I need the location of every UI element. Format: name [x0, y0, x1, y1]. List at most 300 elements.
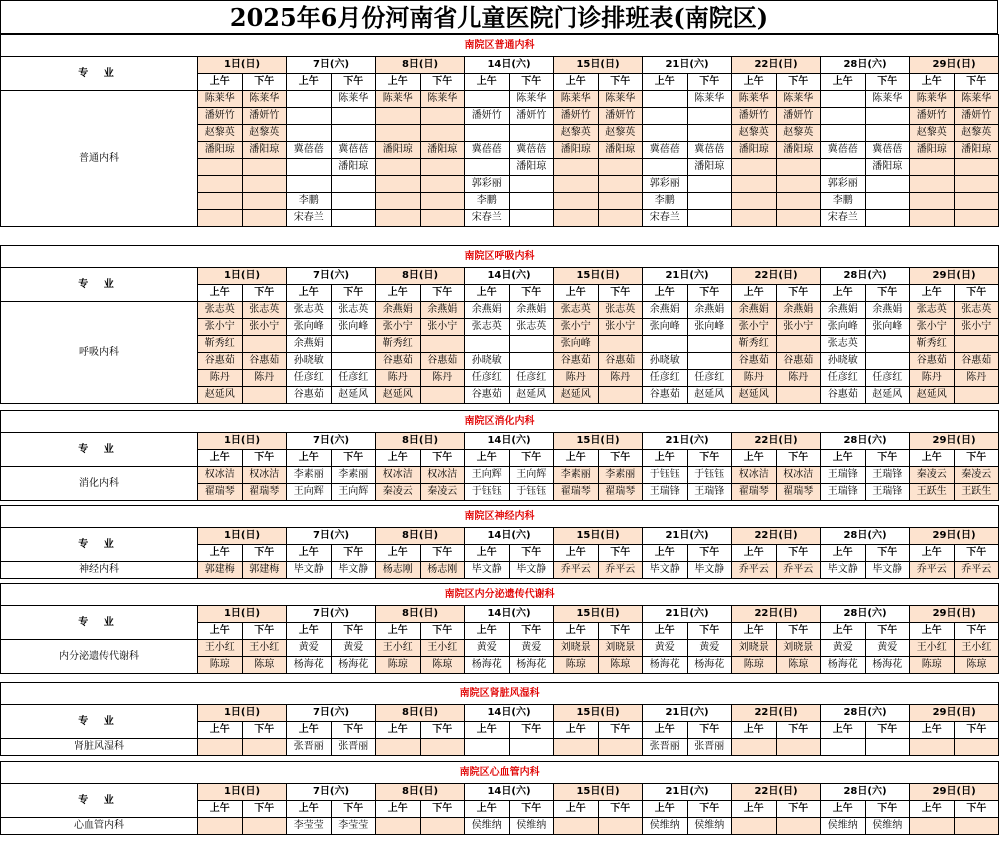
doctor-cell: 张小宁	[198, 319, 243, 336]
date-header: 28日(六)	[821, 705, 910, 722]
doctor-cell: 王瑞锋	[643, 484, 688, 501]
doctor-cell: 权冰洁	[420, 467, 465, 484]
doctor-cell: 李鹏	[287, 193, 332, 210]
am-header: 上午	[198, 285, 243, 302]
doctor-cell: 黄爱	[331, 640, 376, 657]
doctor-cell	[509, 739, 554, 756]
doctor-cell: 陈莱华	[598, 91, 643, 108]
am-header: 上午	[821, 801, 866, 818]
section-table	[0, 761, 999, 835]
date-header: 7日(六)	[287, 705, 376, 722]
doctor-cell	[598, 159, 643, 176]
am-header: 上午	[198, 450, 243, 467]
pm-header: 下午	[687, 450, 732, 467]
pm-header: 下午	[242, 801, 287, 818]
department-name: 肾脏风湿科	[1, 739, 198, 756]
doctor-cell: 谷惠茹	[554, 353, 599, 370]
date-header: 29日(日)	[910, 57, 999, 74]
date-header: 21日(六)	[643, 268, 732, 285]
pm-header: 下午	[776, 450, 821, 467]
doctor-cell: 潘妍竹	[198, 108, 243, 125]
doctor-cell: 毕文静	[509, 562, 554, 579]
doctor-cell: 任彦红	[287, 370, 332, 387]
pm-header: 下午	[331, 450, 376, 467]
doctor-cell: 陈琼	[554, 657, 599, 674]
doctor-cell: 黄爱	[865, 640, 910, 657]
doctor-cell: 陈丹	[242, 370, 287, 387]
am-header: 上午	[732, 545, 777, 562]
pm-header: 下午	[331, 285, 376, 302]
doctor-cell	[687, 176, 732, 193]
doctor-cell	[643, 125, 688, 142]
doctor-cell: 张晋丽	[687, 739, 732, 756]
doctor-cell: 潘妍竹	[776, 108, 821, 125]
pm-header: 下午	[331, 623, 376, 640]
doctor-cell: 陈莱华	[420, 91, 465, 108]
doctor-cell	[376, 159, 421, 176]
doctor-cell	[376, 125, 421, 142]
section-table	[0, 583, 999, 674]
date-header: 28日(六)	[821, 433, 910, 450]
am-header: 上午	[732, 285, 777, 302]
doctor-cell	[865, 336, 910, 353]
doctor-cell	[954, 210, 999, 227]
am-header: 上午	[554, 801, 599, 818]
am-header: 上午	[287, 545, 332, 562]
am-header: 上午	[910, 623, 955, 640]
doctor-cell: 陈丹	[910, 370, 955, 387]
doctor-cell: 潘阳琼	[687, 159, 732, 176]
date-header: 29日(日)	[910, 784, 999, 801]
doctor-cell: 潘阳琼	[376, 142, 421, 159]
am-header: 上午	[554, 285, 599, 302]
specialty-header: 专 业	[1, 705, 198, 739]
date-header: 1日(日)	[198, 705, 287, 722]
doctor-cell: 赵延风	[331, 387, 376, 404]
doctor-cell	[732, 176, 777, 193]
doctor-cell	[465, 336, 510, 353]
doctor-cell: 乔平云	[598, 562, 643, 579]
section-title: 南院区神经内科	[1, 506, 999, 528]
pm-header: 下午	[420, 285, 465, 302]
doctor-cell	[687, 193, 732, 210]
doctor-cell	[865, 176, 910, 193]
doctor-cell	[687, 108, 732, 125]
doctor-cell: 赵黎英	[554, 125, 599, 142]
doctor-cell	[509, 193, 554, 210]
am-header: 上午	[643, 285, 688, 302]
am-header: 上午	[910, 801, 955, 818]
date-header: 14日(六)	[465, 433, 554, 450]
doctor-cell	[420, 125, 465, 142]
am-header: 上午	[376, 722, 421, 739]
doctor-cell	[598, 818, 643, 835]
am-header: 上午	[376, 285, 421, 302]
doctor-cell: 赵延风	[376, 387, 421, 404]
specialty-header: 专 业	[1, 433, 198, 467]
doctor-cell	[287, 159, 332, 176]
doctor-cell: 张志英	[954, 302, 999, 319]
doctor-cell: 陈丹	[554, 370, 599, 387]
doctor-cell	[509, 210, 554, 227]
doctor-cell: 乔平云	[954, 562, 999, 579]
pm-header: 下午	[242, 545, 287, 562]
doctor-cell	[776, 210, 821, 227]
doctor-cell: 李素丽	[598, 467, 643, 484]
pm-header: 下午	[420, 450, 465, 467]
doctor-cell: 赵延风	[554, 387, 599, 404]
am-header: 上午	[198, 545, 243, 562]
doctor-cell	[687, 336, 732, 353]
pm-header: 下午	[598, 285, 643, 302]
doctor-cell: 宋春兰	[465, 210, 510, 227]
doctor-cell	[509, 176, 554, 193]
am-header: 上午	[821, 450, 866, 467]
pm-header: 下午	[242, 623, 287, 640]
doctor-cell: 赵黎英	[242, 125, 287, 142]
doctor-cell: 侯维纳	[643, 818, 688, 835]
doctor-cell: 余燕娟	[776, 302, 821, 319]
doctor-cell: 郭彩丽	[821, 176, 866, 193]
date-header: 15日(日)	[554, 433, 643, 450]
am-header: 上午	[643, 801, 688, 818]
doctor-cell: 孙晓敏	[821, 353, 866, 370]
date-header: 29日(日)	[910, 268, 999, 285]
section-table	[0, 245, 999, 404]
am-header: 上午	[376, 545, 421, 562]
doctor-cell	[376, 176, 421, 193]
doctor-cell: 陈琼	[776, 657, 821, 674]
pm-header: 下午	[954, 545, 999, 562]
doctor-cell: 潘阳琼	[420, 142, 465, 159]
doctor-cell: 潘阳琼	[732, 142, 777, 159]
date-header: 1日(日)	[198, 528, 287, 545]
doctor-cell: 谷惠茹	[910, 353, 955, 370]
doctor-cell: 王瑞锋	[821, 484, 866, 501]
pm-header: 下午	[954, 801, 999, 818]
doctor-cell	[865, 210, 910, 227]
date-header: 15日(日)	[554, 705, 643, 722]
pm-header: 下午	[776, 722, 821, 739]
am-header: 上午	[376, 450, 421, 467]
doctor-cell: 陈琼	[598, 657, 643, 674]
doctor-cell	[776, 176, 821, 193]
doctor-cell	[865, 193, 910, 210]
doctor-cell: 任彦红	[865, 370, 910, 387]
doctor-cell	[598, 210, 643, 227]
doctor-cell: 毕文静	[643, 562, 688, 579]
pm-header: 下午	[509, 74, 554, 91]
date-header: 14日(六)	[465, 57, 554, 74]
date-header: 28日(六)	[821, 268, 910, 285]
am-header: 上午	[376, 623, 421, 640]
section-title: 南院区呼吸内科	[1, 246, 999, 268]
doctor-cell	[954, 159, 999, 176]
doctor-cell: 谷惠茹	[732, 353, 777, 370]
pm-header: 下午	[687, 722, 732, 739]
doctor-cell: 陈莱华	[776, 91, 821, 108]
doctor-cell: 谷惠茹	[821, 387, 866, 404]
doctor-cell	[420, 193, 465, 210]
pm-header: 下午	[420, 623, 465, 640]
doctor-cell: 张晋丽	[643, 739, 688, 756]
pm-header: 下午	[242, 285, 287, 302]
date-header: 8日(日)	[376, 433, 465, 450]
doctor-cell	[465, 91, 510, 108]
am-header: 上午	[554, 450, 599, 467]
doctor-cell: 李素丽	[331, 467, 376, 484]
pm-header: 下午	[954, 285, 999, 302]
am-header: 上午	[465, 545, 510, 562]
doctor-cell: 于钰钰	[509, 484, 554, 501]
doctor-cell: 任彦红	[509, 370, 554, 387]
date-header: 1日(日)	[198, 433, 287, 450]
pm-header: 下午	[242, 74, 287, 91]
doctor-cell: 李莹莹	[287, 818, 332, 835]
doctor-cell	[198, 159, 243, 176]
date-header: 29日(日)	[910, 705, 999, 722]
doctor-cell	[420, 387, 465, 404]
doctor-cell: 张志英	[465, 319, 510, 336]
pm-header: 下午	[865, 285, 910, 302]
date-header: 8日(日)	[376, 784, 465, 801]
doctor-cell	[554, 193, 599, 210]
pm-header: 下午	[598, 545, 643, 562]
am-header: 上午	[643, 545, 688, 562]
pm-header: 下午	[776, 623, 821, 640]
date-header: 14日(六)	[465, 606, 554, 623]
date-header: 7日(六)	[287, 433, 376, 450]
section-title: 南院区内分泌遗传代谢科	[1, 584, 999, 606]
doctor-cell: 翟瑞琴	[198, 484, 243, 501]
doctor-cell: 黄爱	[465, 640, 510, 657]
doctor-cell: 冀蓓蓓	[865, 142, 910, 159]
pm-header: 下午	[331, 801, 376, 818]
doctor-cell: 张小宁	[376, 319, 421, 336]
doctor-cell: 冀蓓蓓	[465, 142, 510, 159]
doctor-cell: 谷惠茹	[198, 353, 243, 370]
department-name: 呼吸内科	[1, 302, 198, 404]
doctor-cell: 张向峰	[865, 319, 910, 336]
pm-header: 下午	[509, 801, 554, 818]
am-header: 上午	[643, 722, 688, 739]
doctor-cell: 王跃生	[910, 484, 955, 501]
pm-header: 下午	[865, 801, 910, 818]
doctor-cell	[732, 210, 777, 227]
doctor-cell: 杨海花	[331, 657, 376, 674]
doctor-cell: 孙晓敏	[287, 353, 332, 370]
doctor-cell: 陈莱华	[242, 91, 287, 108]
doctor-cell	[598, 336, 643, 353]
am-header: 上午	[465, 74, 510, 91]
doctor-cell: 黄爱	[643, 640, 688, 657]
pm-header: 下午	[598, 801, 643, 818]
doctor-cell: 李素丽	[287, 467, 332, 484]
doctor-cell	[643, 159, 688, 176]
date-header: 21日(六)	[643, 606, 732, 623]
doctor-cell: 冀蓓蓓	[687, 142, 732, 159]
doctor-cell: 毕文静	[287, 562, 332, 579]
doctor-cell	[331, 336, 376, 353]
pm-header: 下午	[598, 450, 643, 467]
am-header: 上午	[465, 450, 510, 467]
doctor-cell: 王小红	[910, 640, 955, 657]
doctor-cell: 余燕娟	[687, 302, 732, 319]
doctor-cell	[198, 176, 243, 193]
doctor-cell: 余燕娟	[509, 302, 554, 319]
pm-header: 下午	[509, 545, 554, 562]
date-header: 14日(六)	[465, 784, 554, 801]
doctor-cell: 张小宁	[732, 319, 777, 336]
doctor-cell: 潘妍竹	[598, 108, 643, 125]
doctor-cell: 潘阳琼	[554, 142, 599, 159]
doctor-cell	[954, 176, 999, 193]
pm-header: 下午	[420, 545, 465, 562]
am-header: 上午	[821, 74, 866, 91]
doctor-cell: 李素丽	[554, 467, 599, 484]
doctor-cell: 刘晓景	[554, 640, 599, 657]
doctor-cell: 赵延风	[865, 387, 910, 404]
date-header: 14日(六)	[465, 528, 554, 545]
doctor-cell: 李鹏	[821, 193, 866, 210]
doctor-cell: 余燕娟	[732, 302, 777, 319]
doctor-cell: 陈莱华	[376, 91, 421, 108]
doctor-cell	[242, 818, 287, 835]
doctor-cell: 冀蓓蓓	[643, 142, 688, 159]
doctor-cell: 王跃生	[954, 484, 999, 501]
doctor-cell: 王瑞锋	[865, 467, 910, 484]
date-header: 7日(六)	[287, 268, 376, 285]
doctor-cell: 宋春兰	[643, 210, 688, 227]
doctor-cell: 乔平云	[554, 562, 599, 579]
pm-header: 下午	[776, 801, 821, 818]
doctor-cell	[865, 739, 910, 756]
doctor-cell: 潘妍竹	[732, 108, 777, 125]
doctor-cell: 余燕娟	[865, 302, 910, 319]
section-title: 南院区普通内科	[1, 35, 999, 57]
doctor-cell: 秦凌云	[954, 467, 999, 484]
doctor-cell: 陈莱华	[954, 91, 999, 108]
doctor-cell: 潘妍竹	[242, 108, 287, 125]
doctor-cell: 王向辉	[509, 467, 554, 484]
doctor-cell	[420, 159, 465, 176]
doctor-cell: 杨志刚	[376, 562, 421, 579]
doctor-cell: 任彦红	[465, 370, 510, 387]
doctor-cell: 秦凌云	[910, 467, 955, 484]
doctor-cell	[509, 336, 554, 353]
date-header: 15日(日)	[554, 268, 643, 285]
doctor-cell	[910, 159, 955, 176]
doctor-cell: 孙晓敏	[643, 353, 688, 370]
doctor-cell	[732, 159, 777, 176]
doctor-cell: 陈琼	[732, 657, 777, 674]
doctor-cell	[331, 353, 376, 370]
doctor-cell: 谷惠茹	[598, 353, 643, 370]
date-header: 8日(日)	[376, 606, 465, 623]
doctor-cell	[420, 739, 465, 756]
pm-header: 下午	[420, 801, 465, 818]
doctor-cell: 陈琼	[242, 657, 287, 674]
doctor-cell	[420, 336, 465, 353]
doctor-cell: 郭彩丽	[465, 176, 510, 193]
doctor-cell: 黄爱	[687, 640, 732, 657]
doctor-cell: 任彦红	[331, 370, 376, 387]
doctor-cell: 刘晓景	[732, 640, 777, 657]
doctor-cell	[821, 108, 866, 125]
am-header: 上午	[287, 623, 332, 640]
am-header: 上午	[821, 623, 866, 640]
doctor-cell: 张志英	[554, 302, 599, 319]
doctor-cell: 宋春兰	[287, 210, 332, 227]
am-header: 上午	[287, 801, 332, 818]
pm-header: 下午	[509, 623, 554, 640]
doctor-cell: 王向辉	[465, 467, 510, 484]
date-header: 15日(日)	[554, 528, 643, 545]
doctor-cell	[420, 818, 465, 835]
doctor-cell	[865, 353, 910, 370]
pm-header: 下午	[687, 623, 732, 640]
doctor-cell: 潘阳琼	[598, 142, 643, 159]
doctor-cell: 侯维纳	[687, 818, 732, 835]
doctor-cell: 陈琼	[420, 657, 465, 674]
am-header: 上午	[554, 722, 599, 739]
doctor-cell: 李莹莹	[331, 818, 376, 835]
doctor-cell	[331, 176, 376, 193]
doctor-cell	[331, 108, 376, 125]
am-header: 上午	[465, 285, 510, 302]
doctor-cell	[910, 818, 955, 835]
doctor-cell	[821, 739, 866, 756]
doctor-cell	[687, 210, 732, 227]
pm-header: 下午	[776, 74, 821, 91]
doctor-cell: 张小宁	[554, 319, 599, 336]
doctor-cell: 张志英	[242, 302, 287, 319]
date-header: 29日(日)	[910, 433, 999, 450]
doctor-cell: 谷惠茹	[465, 387, 510, 404]
am-header: 上午	[643, 74, 688, 91]
doctor-cell: 冀蓓蓓	[331, 142, 376, 159]
doctor-cell: 赵黎英	[954, 125, 999, 142]
am-header: 上午	[287, 74, 332, 91]
pm-header: 下午	[865, 722, 910, 739]
doctor-cell: 陈莱华	[509, 91, 554, 108]
am-header: 上午	[554, 545, 599, 562]
date-header: 29日(日)	[910, 528, 999, 545]
date-header: 21日(六)	[643, 784, 732, 801]
doctor-cell: 潘阳琼	[242, 142, 287, 159]
doctor-cell	[242, 210, 287, 227]
doctor-cell: 赵黎英	[198, 125, 243, 142]
doctor-cell: 陈丹	[732, 370, 777, 387]
am-header: 上午	[287, 722, 332, 739]
doctor-cell: 张向峰	[821, 319, 866, 336]
doctor-cell	[242, 159, 287, 176]
doctor-cell: 靳秀红	[910, 336, 955, 353]
doctor-cell: 翟瑞琴	[242, 484, 287, 501]
doctor-cell	[465, 159, 510, 176]
doctor-cell: 张向峰	[643, 319, 688, 336]
date-header: 22日(日)	[732, 268, 821, 285]
am-header: 上午	[287, 285, 332, 302]
doctor-cell: 杨海花	[509, 657, 554, 674]
doctor-cell	[776, 739, 821, 756]
date-header: 21日(六)	[643, 433, 732, 450]
pm-header: 下午	[598, 74, 643, 91]
doctor-cell: 谷惠茹	[376, 353, 421, 370]
pm-header: 下午	[776, 285, 821, 302]
doctor-cell: 潘妍竹	[465, 108, 510, 125]
doctor-cell	[954, 193, 999, 210]
